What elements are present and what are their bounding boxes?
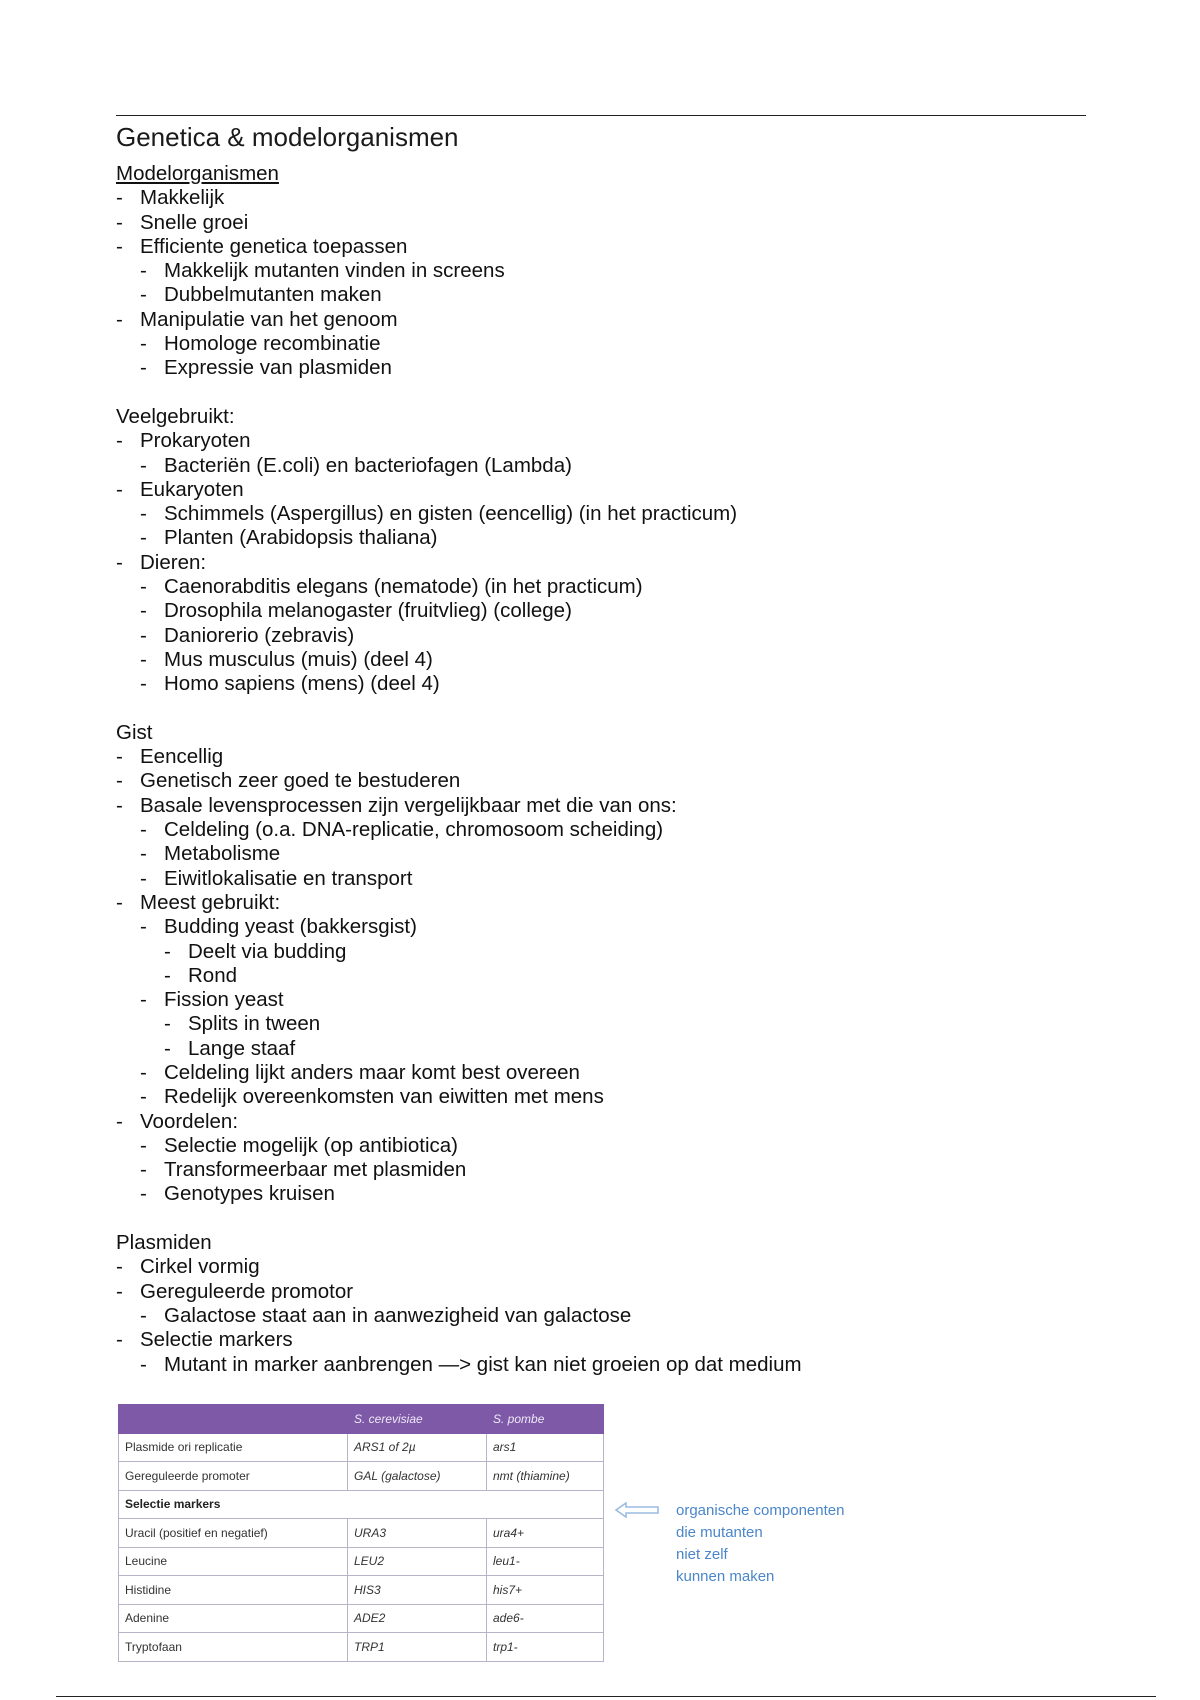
bullet-text: Makkelijk (140, 186, 225, 210)
bullet-item (116, 1255, 1096, 1279)
markers-table (118, 1404, 604, 1662)
annotation-line: niet zelf (676, 1546, 728, 1563)
bottom-divider (56, 1696, 1156, 1697)
bullet-text: Homo sapiens (mens) (deel 4) (164, 672, 440, 696)
dash-bullet-icon: - (140, 866, 147, 890)
bullet-item (116, 235, 1096, 259)
table-header-cell (119, 1405, 348, 1434)
table-cell: ura4+ (487, 1519, 604, 1548)
bullet-item (116, 648, 1096, 672)
dash-bullet-icon: - (116, 1279, 123, 1303)
dash-bullet-icon: - (140, 1182, 147, 1206)
bullet-item (116, 259, 1096, 283)
dash-bullet-icon: - (164, 963, 171, 987)
table-header-row (119, 1405, 604, 1434)
bullet-text: Efficiente genetica toepassen (140, 234, 408, 258)
bullet-text: Planten (Arabidopsis thaliana) (164, 526, 438, 550)
section-heading: Plasmiden (116, 1231, 212, 1255)
bullet-text: Dubbelmutanten maken (164, 283, 382, 307)
bullet-text: Deelt via budding (188, 939, 347, 963)
bullet-text: Splits in tween (188, 1012, 321, 1036)
table-cell: ade6- (487, 1604, 604, 1633)
dash-bullet-icon: - (116, 890, 123, 914)
bullet-text: Genetisch zeer goed te bestuderen (140, 769, 461, 793)
annotation-line: die mutanten (676, 1524, 763, 1541)
bullet-item (116, 599, 1096, 623)
bullet-item (116, 745, 1096, 769)
bullet-text: Daniorerio (zebravis) (164, 623, 355, 647)
bullet-text: Selectie mogelijk (op antibiotica) (164, 1133, 458, 1157)
table-cell: ADE2 (348, 1604, 487, 1633)
bullet-text: Celdeling (o.a. DNA-replicatie, chromosoom scheiding) (164, 818, 664, 842)
bullet-item (116, 1328, 1096, 1352)
bullet-item (116, 1304, 1096, 1328)
table-cell: Leucine (119, 1547, 348, 1576)
bullet-text: Snelle groei (140, 210, 249, 234)
bullet-text: Eiwitlokalisatie en transport (164, 866, 413, 890)
table-cell: Tryptofaan (119, 1633, 348, 1662)
dash-bullet-icon: - (116, 769, 123, 793)
bullet-item (116, 332, 1096, 356)
bullet-item (116, 672, 1096, 696)
table-cell: HIS3 (348, 1576, 487, 1605)
bullet-item (116, 769, 1096, 793)
dash-bullet-icon: - (140, 1303, 147, 1327)
dash-bullet-icon: - (164, 1036, 171, 1060)
bullet-text: Cirkel vormig (140, 1255, 260, 1279)
bullet-item (116, 915, 1096, 939)
bullet-item (116, 186, 1096, 210)
table-cell: ARS1 of 2µ (348, 1433, 487, 1462)
bullet-item (116, 429, 1096, 453)
bullet-item (116, 308, 1096, 332)
dash-bullet-icon: - (140, 818, 147, 842)
bullet-item (116, 1037, 1096, 1061)
bullet-text: Rond (188, 963, 238, 987)
top-divider (116, 115, 1086, 116)
bullet-item (116, 454, 1096, 478)
bullet-text: Expressie van plasmiden (164, 356, 392, 380)
bullet-item (116, 964, 1096, 988)
table-cell: TRP1 (348, 1633, 487, 1662)
bullet-item (116, 1182, 1096, 1206)
dash-bullet-icon: - (116, 307, 123, 331)
table-row (119, 1519, 604, 1548)
bullet-text: Mutant in marker aanbrengen —> gist kan niet groeien op dat medium (164, 1352, 802, 1376)
table-header-cell: S. cerevisiae (348, 1405, 487, 1434)
bullet-text: Manipulatie van het genoom (140, 307, 398, 331)
bullet-text: Eukaryoten (140, 477, 244, 501)
bullet-item (116, 283, 1096, 307)
bullet-item (116, 575, 1096, 599)
section-heading: Veelgebruikt: (116, 404, 235, 428)
dash-bullet-icon: - (140, 259, 147, 283)
bullet-item (116, 794, 1096, 818)
bullet-item (116, 502, 1096, 526)
dash-bullet-icon: - (140, 915, 147, 939)
table-row (119, 1433, 604, 1462)
table-cell: Histidine (119, 1576, 348, 1605)
dash-bullet-icon: - (116, 234, 123, 258)
bullet-text: Mus musculus (muis) (deel 4) (164, 647, 433, 671)
bullet-text: Dieren: (140, 550, 207, 574)
bullet-text: Genotypes kruisen (164, 1182, 335, 1206)
table-cell: Gereguleerde promoter (119, 1462, 348, 1491)
table-row (119, 1462, 604, 1491)
markers-table-wrapper (118, 1404, 604, 1662)
bullet-item (116, 1158, 1096, 1182)
dash-bullet-icon: - (140, 1133, 147, 1157)
dash-bullet-icon: - (140, 1060, 147, 1084)
section-heading: Modelorganismen (116, 162, 279, 185)
bullet-text: Celdeling lijkt anders maar komt best overeen (164, 1060, 580, 1084)
table-header-cell: S. pombe (487, 1405, 604, 1434)
bullet-text: Lange staaf (188, 1036, 296, 1060)
bullet-text: Selectie markers (140, 1328, 293, 1352)
notes-body (116, 162, 1096, 1377)
dash-bullet-icon: - (164, 939, 171, 963)
bullet-item (116, 211, 1096, 235)
bullet-item (116, 867, 1096, 891)
blank-line (116, 697, 1096, 721)
dash-bullet-icon: - (140, 623, 147, 647)
bullet-text: Meest gebruikt: (140, 890, 281, 914)
bullet-item (116, 1061, 1096, 1085)
bullet-item (116, 988, 1096, 1012)
page-title: Genetica & modelorganismen (116, 122, 459, 152)
dash-bullet-icon: - (116, 1328, 123, 1352)
dash-bullet-icon: - (140, 1352, 147, 1376)
table-row (119, 1576, 604, 1605)
bullet-text: Makkelijk mutanten vinden in screens (164, 259, 505, 283)
bullet-text: Drosophila melanogaster (fruitvlieg) (college) (164, 599, 572, 623)
table-row (119, 1490, 604, 1519)
dash-bullet-icon: - (140, 332, 147, 356)
bullet-item (116, 551, 1096, 575)
dash-bullet-icon: - (116, 429, 123, 453)
annotation-line: kunnen maken (676, 1568, 775, 1585)
bullet-item (116, 1353, 1096, 1377)
bullet-item (116, 1085, 1096, 1109)
bullet-text: Eencellig (140, 745, 224, 769)
dash-bullet-icon: - (116, 477, 123, 501)
dash-bullet-icon: - (140, 988, 147, 1012)
annotation-note (676, 1500, 844, 1588)
bullet-item (116, 818, 1096, 842)
table-cell: Adenine (119, 1604, 348, 1633)
table-row (119, 1633, 604, 1662)
dash-bullet-icon: - (140, 575, 147, 599)
bullet-item (116, 1280, 1096, 1304)
annotation-line: organische componenten (676, 1502, 845, 1519)
bullet-text: Budding yeast (bakkersgist) (164, 915, 417, 939)
dash-bullet-icon: - (140, 453, 147, 477)
bullet-item (116, 526, 1096, 550)
dash-bullet-icon: - (140, 599, 147, 623)
bullet-text: Schimmels (Aspergillus) en gisten (eencellig) (in het practicum) (164, 502, 738, 526)
bullet-text: Voordelen: (140, 1109, 239, 1133)
bullet-text: Bacteriën (E.coli) en bacteriofagen (Lambda) (164, 453, 572, 477)
table-cell: ars1 (487, 1433, 604, 1462)
bullet-item (116, 891, 1096, 915)
table-cell: his7+ (487, 1576, 604, 1605)
bullet-item (116, 624, 1096, 648)
bullet-text: Redelijk overeenkomsten van eiwitten met mens (164, 1085, 604, 1109)
dash-bullet-icon: - (116, 210, 123, 234)
bullet-text: Gereguleerde promotor (140, 1279, 354, 1303)
dash-bullet-icon: - (140, 283, 147, 307)
dash-bullet-icon: - (140, 356, 147, 380)
bullet-text: Fission yeast (164, 988, 284, 1012)
bullet-text: Caenorabditis elegans (nematode) (in het practicum) (164, 575, 643, 599)
dash-bullet-icon: - (116, 1109, 123, 1133)
bullet-text: Homologe recombinatie (164, 332, 381, 356)
bullet-text: Galactose staat aan in aanwezigheid van galactose (164, 1303, 632, 1327)
dash-bullet-icon: - (116, 186, 123, 210)
dash-bullet-icon: - (140, 672, 147, 696)
table-row (119, 1604, 604, 1633)
dash-bullet-icon: - (140, 526, 147, 550)
bullet-item (116, 356, 1096, 380)
bullet-text: Transformeerbaar met plasmiden (164, 1158, 467, 1182)
table-cell: trp1- (487, 1633, 604, 1662)
dash-bullet-icon: - (116, 1255, 123, 1279)
table-cell: LEU2 (348, 1547, 487, 1576)
blank-line (116, 381, 1096, 405)
bullet-item (116, 842, 1096, 866)
dash-bullet-icon: - (140, 842, 147, 866)
dash-bullet-icon: - (140, 1158, 147, 1182)
table-cell: URA3 (348, 1519, 487, 1548)
dash-bullet-icon: - (140, 1085, 147, 1109)
bullet-item (116, 940, 1096, 964)
table-cell: Plasmide ori replicatie (119, 1433, 348, 1462)
dash-bullet-icon: - (164, 1012, 171, 1036)
table-cell: Uracil (positief en negatief) (119, 1519, 348, 1548)
section-heading: Gist (116, 720, 153, 744)
bullet-text: Metabolisme (164, 842, 281, 866)
dash-bullet-icon: - (116, 793, 123, 817)
dash-bullet-icon: - (116, 745, 123, 769)
dash-bullet-icon: - (116, 550, 123, 574)
table-row (119, 1547, 604, 1576)
table-cell: leu1- (487, 1547, 604, 1576)
bullet-item (116, 1012, 1096, 1036)
dash-bullet-icon: - (140, 502, 147, 526)
dash-bullet-icon: - (140, 647, 147, 671)
bullet-text: Basale levensprocessen zijn vergelijkbaar met die van ons: (140, 793, 677, 817)
table-section-cell: Selectie markers (119, 1490, 604, 1519)
bullet-item (116, 1134, 1096, 1158)
table-cell: GAL (galactose) (348, 1462, 487, 1491)
table-cell: nmt (thiamine) (487, 1462, 604, 1491)
left-arrow-icon (614, 1502, 660, 1518)
bullet-text: Prokaryoten (140, 429, 251, 453)
blank-line (116, 1207, 1096, 1231)
bullet-item (116, 1110, 1096, 1134)
bullet-item (116, 478, 1096, 502)
